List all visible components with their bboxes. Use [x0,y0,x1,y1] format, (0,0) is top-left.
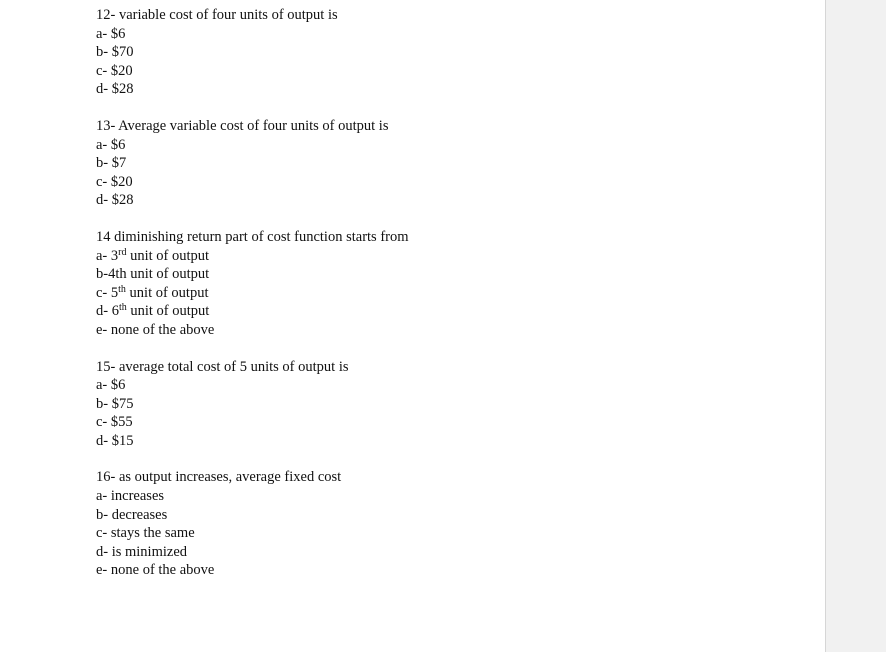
ordinal-suffix: th [118,302,127,314]
answer-option [96,284,796,303]
answer-option-text: d- $28 [96,192,134,209]
answer-option-text: e- none of the above [96,562,215,579]
answer-option-text: d- $15 [96,432,134,449]
question-prompt: 12- variable cost of four units of output is [96,7,338,23]
answer-option [96,506,796,525]
question-prompt: 15- average total cost of 5 units of output is [96,358,349,375]
answer-option-text: c- $55 [96,414,133,431]
answer-option [96,265,796,284]
question-prompt: 16- as output increases, average fixed cost [96,469,342,486]
answer-option [96,395,796,414]
ordinal-suffix: th [118,283,126,295]
answer-option [96,302,796,321]
answer-option-text-rest: unit of output [126,247,210,264]
question-block [96,117,796,210]
answer-option [96,43,796,62]
answer-option [96,154,796,173]
answer-option [96,432,796,451]
answer-option [96,25,796,44]
answer-option-text: a- 3 [96,247,119,264]
answer-option-text: c- $20 [96,62,133,79]
answer-option-text: d- 6 [96,303,119,320]
answer-option-text: a- $6 [96,25,126,42]
answer-option [96,173,796,192]
answer-option [96,136,796,155]
question-prompt: 14 diminishing return part of cost function starts from [96,228,409,245]
answer-option [96,191,796,210]
answer-option-text: c- 5 [96,284,119,301]
question-prompt: 13- Average variable cost of four units of output is [96,117,389,134]
answer-option [96,561,796,580]
answer-option-text: b- $75 [96,395,134,412]
answer-option-text-rest: unit of output [126,303,210,320]
answer-option [96,543,796,562]
ordinal-suffix: rd [118,246,127,258]
answer-option-text: a- $6 [96,136,126,153]
question-block [96,468,796,580]
answer-option [96,487,796,506]
answer-option-text: d- $28 [96,81,134,98]
answer-option-text-rest: unit of output [125,284,209,301]
answer-option-text: c- $20 [96,173,133,190]
answer-option-text: a- increases [96,488,165,505]
answer-option-text: c- stays the same [96,525,195,542]
answer-option [96,62,796,81]
answer-option [96,524,796,543]
answer-option [96,80,796,99]
answer-option [96,321,796,340]
answer-option [96,376,796,395]
document-body [96,6,796,598]
question-block [96,358,796,451]
answer-option-text: b- decreases [96,506,168,523]
answer-option-text: d- is minimized [96,543,188,560]
question-block [96,228,796,340]
side-gutter [825,0,886,652]
question-block [96,6,796,99]
answer-option-text: e- none of the above [96,321,215,338]
answer-option [96,413,796,432]
answer-option-text: a- $6 [96,377,126,394]
answer-option-text: b- $7 [96,155,127,172]
answer-option-text: b- $70 [96,44,134,61]
answer-option [96,247,796,266]
answer-option-text: b-4th unit of output [96,266,210,283]
